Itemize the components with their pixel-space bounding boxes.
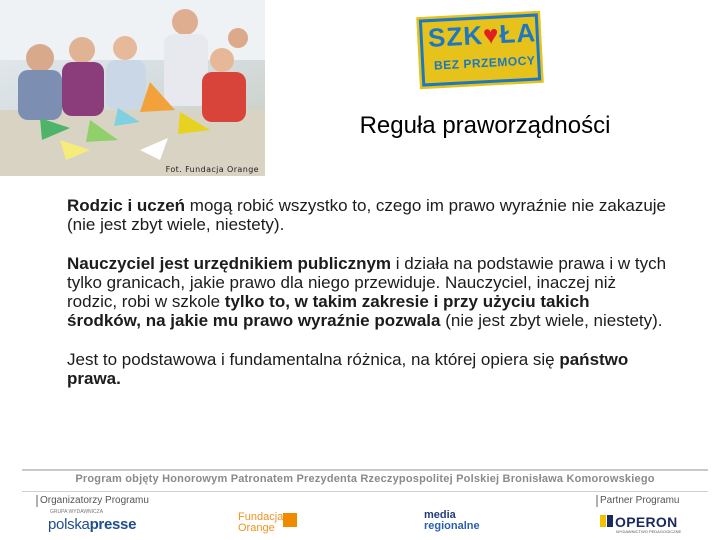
orange-text: Orange [238,522,275,534]
polskapresse-part-a: polska [48,516,90,533]
polskapresse-logo [48,516,136,533]
operon-logo: OPERON [615,514,678,530]
orange-square-icon [283,513,297,527]
classroom-photo [0,0,265,176]
p2-bold-2: tylko to, w takim zakresie i przy użyciu takich środków, na jakie mu prawo wyraźnie pozwala [67,292,590,330]
operon-mark-icon [600,513,614,529]
children-origami-illustration [0,0,265,176]
organizers-divider [36,495,38,507]
szkola-bez-przemocy-logo [414,8,546,92]
p1-bold: Rodzic i uczeń [67,196,186,215]
regionalne-text: regionalne [424,520,480,532]
slide-body [67,196,667,408]
p2-bold-1: Nauczyciel jest urzędnikiem publicznym [67,254,392,273]
p2-end: (nie jest zbyt wiele, niestety). [440,311,663,330]
logo-text-b: ŁA [498,17,537,50]
logo-text-a: SZK [427,19,484,53]
media-text: media [424,509,456,521]
footer-divider-top [22,469,708,471]
fundacja-orange-logo [238,512,283,534]
organizers-label: Organizatorzy Programu [40,495,149,506]
partner-divider [596,495,598,507]
heart-icon: ♥ [482,19,501,50]
operon-tagline: WYDAWNICTWO PEDAGOGICZNE [616,529,682,534]
p3-bold: państwo prawa. [67,350,629,388]
polskapresse-part-b: presse [89,516,137,533]
paragraph-2 [67,254,667,330]
paragraph-3 [67,350,667,388]
paragraph-1 [67,196,667,234]
patronage-text: Program objęty Honorowym Patronatem Prezydenta Rzeczypospolitej Polskiej Bronisława Komorowskiego [75,473,655,485]
slide-title: Reguła praworządności [359,112,611,139]
footer-divider-bottom [22,491,708,492]
p3-plain: Jest to podstawowa i fundamentalna różnica, na której opiera się [67,350,560,369]
partner-label: Partner Programu [600,495,680,506]
fundacja-text: Fundacja [238,511,284,523]
polskapresse-tagline: GRUPA WYDAWNICZA [50,509,104,515]
logo-subtitle: BEZ PRZEMOCY [433,53,536,73]
media-regionalne-logo [424,510,480,532]
p1-rest: mogą robić wszystko to, czego im prawo wyraźnie nie zakazuje (nie jest zbyt wiele, niestety). [67,196,667,234]
p2-mid: i działa na podstawie prawa i w tych tylko granicach, jakie prawo dla niego przewiduje. Nauczyciel, inaczej niż rodzic, robi w szkole [67,254,667,311]
photo-credit: Fot. Fundacja Orange [165,165,259,174]
